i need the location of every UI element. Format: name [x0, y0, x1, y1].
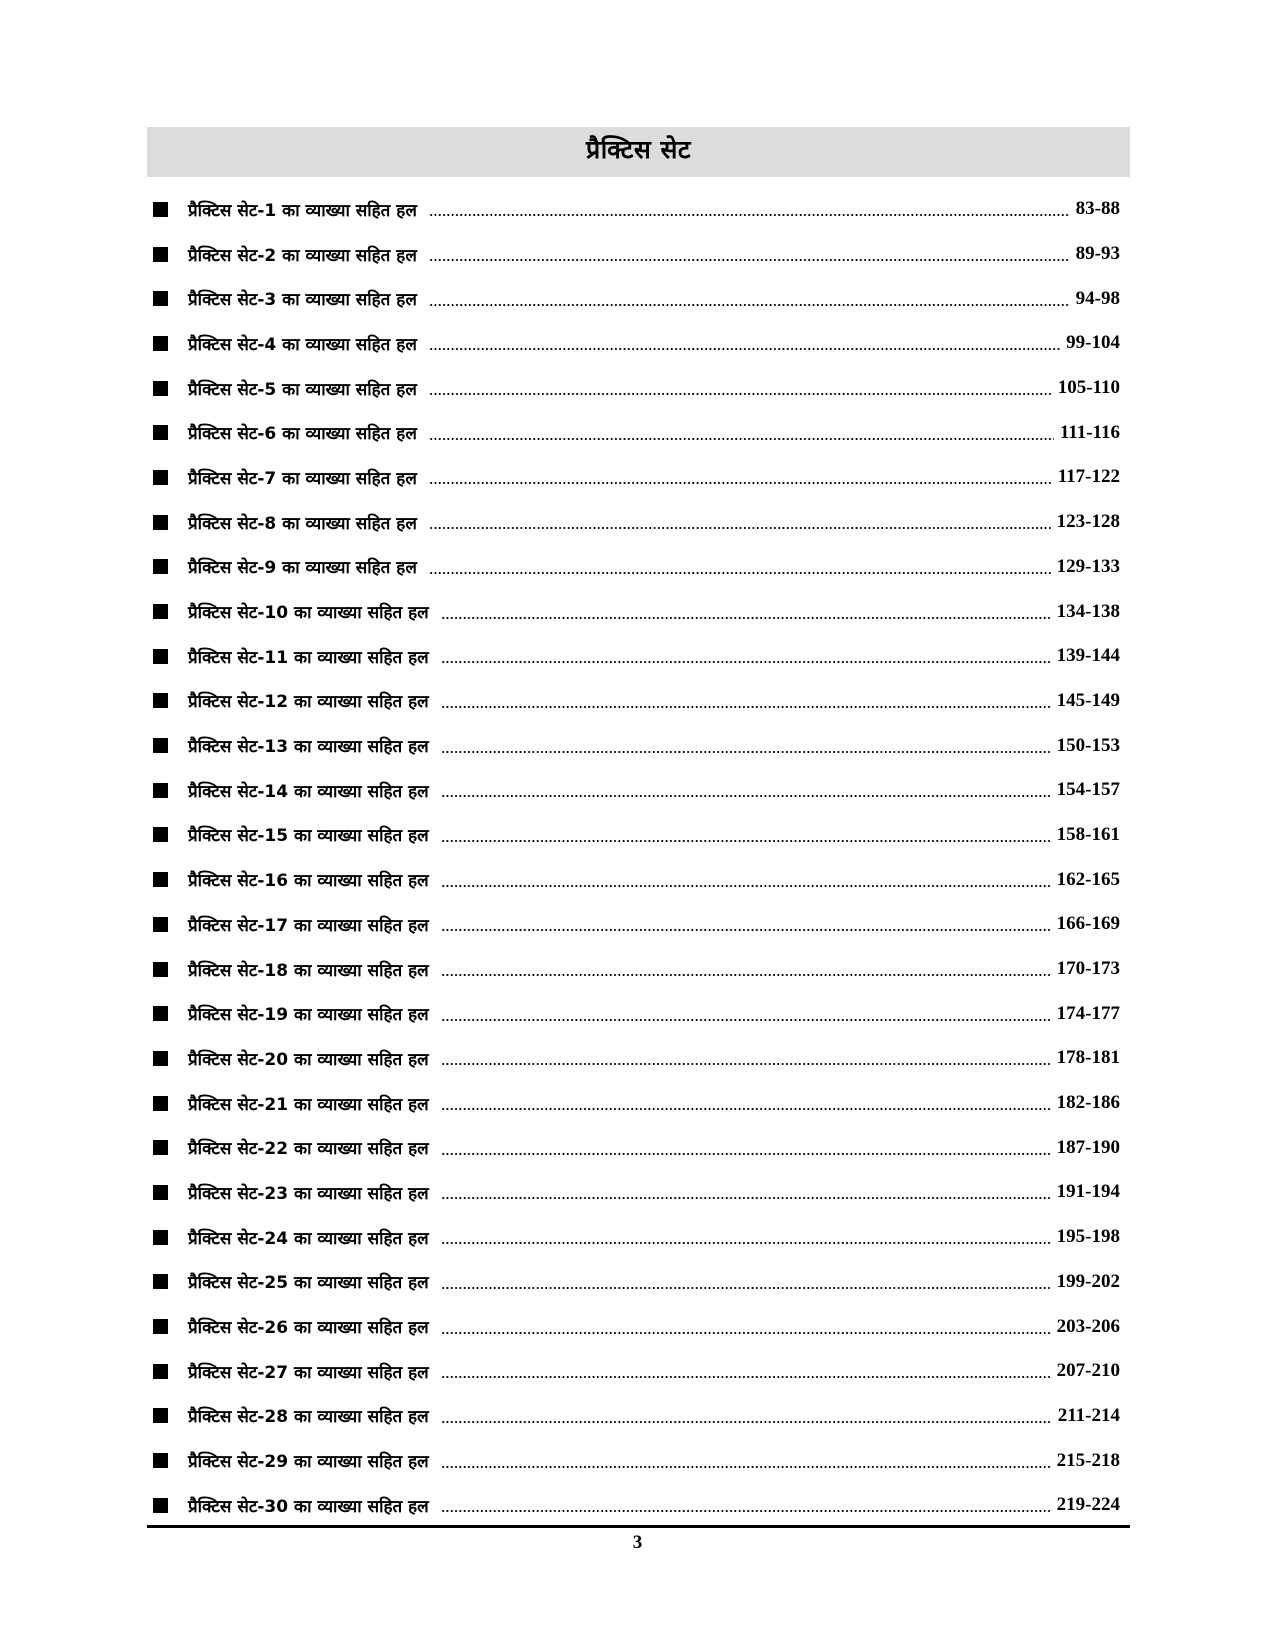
toc-entry-label: प्रैक्टिस सेट-26 का व्याख्या सहित हल	[188, 1318, 429, 1339]
square-bullet-icon	[153, 693, 168, 708]
toc-entry[interactable]	[147, 1304, 1130, 1349]
square-bullet-icon	[153, 1006, 168, 1021]
footer-divider	[147, 1525, 1130, 1528]
toc-entry-page-range: 154-157	[1056, 779, 1120, 801]
toc-entry-label: प्रैक्टिस सेट-16 का व्याख्या सहित हल	[188, 871, 429, 892]
toc-entry-label: प्रैक्टिस सेट-28 का व्याख्या सहित हल	[188, 1407, 429, 1428]
dot-leader	[441, 1242, 1051, 1244]
square-bullet-icon	[153, 202, 168, 217]
toc-entry[interactable]	[147, 768, 1130, 813]
toc-entry-page-range: 191-194	[1056, 1181, 1120, 1203]
page-number: 3	[632, 1532, 643, 1553]
square-bullet-icon	[153, 872, 168, 887]
toc-entry-label: प्रैक्टिस सेट-13 का व्याख्या सहित हल	[188, 737, 429, 758]
dot-leader	[441, 1197, 1051, 1199]
dot-leader	[429, 438, 1054, 440]
dot-leader	[441, 1376, 1051, 1378]
toc-entry-page-range: 162-165	[1056, 868, 1120, 890]
toc-entry[interactable]	[147, 947, 1130, 992]
toc-entry[interactable]	[147, 679, 1130, 724]
toc-entry-label: प्रैक्टिस सेट-25 का व्याख्या सहित हल	[188, 1273, 429, 1294]
toc-entry-page-range: 158-161	[1056, 823, 1120, 845]
dot-leader	[441, 617, 1051, 619]
toc-entry[interactable]	[147, 991, 1130, 1036]
square-bullet-icon	[153, 1274, 168, 1289]
square-bullet-icon	[153, 649, 168, 664]
dot-leader	[429, 214, 1070, 216]
dot-leader	[441, 1287, 1051, 1289]
toc-entry-label: प्रैक्टिस सेट-17 का व्याख्या सहित हल	[188, 915, 429, 936]
square-bullet-icon	[153, 1051, 168, 1066]
toc-entry[interactable]	[147, 500, 1130, 545]
dot-leader	[441, 1108, 1051, 1110]
dot-leader	[429, 527, 1051, 529]
toc-entry-page-range: 111-116	[1059, 421, 1120, 443]
toc-entry-label: प्रैक्टिस सेट-23 का व्याख्या सहित हल	[188, 1183, 429, 1204]
toc-entry-label: प्रैक्टिस सेट-12 का व्याख्या सहित हल	[188, 692, 429, 713]
toc-entry-label: प्रैक्टिस सेट-22 का व्याख्या सहित हल	[188, 1139, 429, 1160]
dot-leader	[441, 795, 1051, 797]
square-bullet-icon	[153, 1364, 168, 1379]
dot-leader	[441, 661, 1051, 663]
square-bullet-icon	[153, 1498, 168, 1513]
toc-entry-page-range: 145-149	[1056, 689, 1120, 711]
dot-leader	[441, 1153, 1051, 1155]
toc-entry[interactable]	[147, 1215, 1130, 1260]
toc-entry[interactable]	[147, 545, 1130, 590]
toc-entry-page-range: 178-181	[1056, 1047, 1120, 1069]
dot-leader	[429, 304, 1070, 306]
toc-entry-page-range: 174-177	[1056, 1002, 1120, 1024]
square-bullet-icon	[153, 336, 168, 351]
square-bullet-icon	[153, 247, 168, 262]
toc-page	[147, 127, 1130, 1528]
toc-entry-label: प्रैक्टिस सेट-5 का व्याख्या सहित हल	[188, 379, 417, 400]
toc-entry-label: प्रैक्टिस सेट-14 का व्याख्या सहित हल	[188, 781, 429, 802]
toc-entry-page-range: 170-173	[1056, 958, 1120, 980]
toc-entry-label: प्रैक्टिस सेट-10 का व्याख्या सहित हल	[188, 603, 429, 624]
toc-entry-page-range: 123-128	[1056, 511, 1120, 533]
toc-entry[interactable]	[147, 321, 1130, 366]
toc-entry-page-range: 211-214	[1057, 1404, 1120, 1426]
toc-entry[interactable]	[147, 232, 1130, 277]
toc-entry-label: प्रैक्टिस सेट-8 का व्याख्या सहित हल	[188, 513, 417, 534]
toc-entry[interactable]	[147, 410, 1130, 455]
toc-entry[interactable]	[147, 723, 1130, 768]
toc-entry-page-range: 105-110	[1057, 377, 1120, 399]
dot-leader	[429, 348, 1060, 350]
dot-leader	[441, 1466, 1051, 1468]
toc-entry-page-range: 134-138	[1056, 600, 1120, 622]
toc-entry-label: प्रैक्टिस सेट-20 का व्याख्या सहित हल	[188, 1049, 429, 1070]
section-header	[147, 127, 1130, 177]
dot-leader	[441, 974, 1051, 976]
toc-entry-label: प्रैक्टिस सेट-24 का व्याख्या सहित हल	[188, 1228, 429, 1249]
toc-entry-page-range: 182-186	[1056, 1092, 1120, 1114]
toc-entry-label: प्रैक्टिस सेट-19 का व्याख्या सहित हल	[188, 1005, 429, 1026]
toc-entry-page-range: 89-93	[1075, 243, 1120, 265]
square-bullet-icon	[153, 827, 168, 842]
toc-entry[interactable]	[147, 1081, 1130, 1126]
toc-entry-page-range: 203-206	[1056, 1315, 1120, 1337]
toc-entry[interactable]	[147, 1438, 1130, 1483]
square-bullet-icon	[153, 1140, 168, 1155]
dot-leader	[441, 1063, 1051, 1065]
toc-entry[interactable]	[147, 902, 1130, 947]
toc-entry-page-range: 83-88	[1075, 198, 1120, 220]
toc-entry[interactable]	[147, 857, 1130, 902]
toc-entry-label: प्रैक्टिस सेट-30 का व्याख्या सहित हल	[188, 1496, 429, 1517]
dot-leader	[441, 929, 1051, 931]
square-bullet-icon	[153, 515, 168, 530]
toc-entry-page-range: 195-198	[1056, 1226, 1120, 1248]
toc-entry-label: प्रैक्टिस सेट-27 का व्याख्या सहित हल	[188, 1362, 429, 1383]
square-bullet-icon	[153, 425, 168, 440]
dot-leader	[441, 706, 1051, 708]
toc-entry[interactable]	[147, 276, 1130, 321]
dot-leader	[441, 1510, 1051, 1512]
toc-entry-page-range: 139-144	[1056, 645, 1120, 667]
toc-entry-page-range: 94-98	[1075, 287, 1120, 309]
toc-entry-label: प्रैक्टिस सेट-3 का व्याख्या सहित हल	[188, 290, 417, 311]
square-bullet-icon	[153, 1185, 168, 1200]
toc-entry-page-range: 219-224	[1056, 1494, 1120, 1516]
toc-entry[interactable]	[147, 1036, 1130, 1081]
dot-leader	[441, 885, 1051, 887]
toc-entry-label: प्रैक्टिस सेट-6 का व्याख्या सहित हल	[188, 424, 417, 445]
toc-entry[interactable]	[147, 1349, 1130, 1394]
square-bullet-icon	[153, 604, 168, 619]
toc-entry-label: प्रैक्टिस सेट-7 का व्याख्या सहित हल	[188, 468, 417, 489]
toc-entry[interactable]	[147, 813, 1130, 858]
square-bullet-icon	[153, 1319, 168, 1334]
square-bullet-icon	[153, 381, 168, 396]
toc-entry[interactable]	[147, 1125, 1130, 1170]
toc-entry-page-range: 187-190	[1056, 1136, 1120, 1158]
toc-entry-label: प्रैक्टिस सेट-1 का व्याख्या सहित हल	[188, 200, 417, 221]
toc-entry-label: प्रैक्टिस सेट-4 का व्याख्या सहित हल	[188, 334, 417, 355]
toc-entry-page-range: 150-153	[1056, 734, 1120, 756]
toc-entry-label: प्रैक्टिस सेट-15 का व्याख्या सहित हल	[188, 826, 429, 847]
square-bullet-icon	[153, 559, 168, 574]
toc-entry-label: प्रैक्टिस सेट-9 का व्याख्या सहित हल	[188, 558, 417, 579]
dot-leader	[441, 751, 1051, 753]
toc-entry-page-range: 199-202	[1056, 1270, 1120, 1292]
square-bullet-icon	[153, 1408, 168, 1423]
square-bullet-icon	[153, 1230, 168, 1245]
dot-leader	[429, 572, 1051, 574]
dot-leader	[429, 482, 1052, 484]
toc-entry[interactable]	[147, 455, 1130, 500]
square-bullet-icon	[153, 470, 168, 485]
toc-entry[interactable]	[147, 366, 1130, 411]
toc-entry[interactable]	[147, 1170, 1130, 1215]
toc-entry-page-range: 99-104	[1066, 332, 1120, 354]
dot-leader	[429, 259, 1070, 261]
dot-leader	[429, 393, 1052, 395]
square-bullet-icon	[153, 291, 168, 306]
dot-leader	[441, 840, 1051, 842]
square-bullet-icon	[153, 738, 168, 753]
toc-entry[interactable]	[147, 634, 1130, 679]
toc-entry-label: प्रैक्टिस सेट-21 का व्याख्या सहित हल	[188, 1094, 429, 1115]
toc-entry-page-range: 129-133	[1056, 555, 1120, 577]
toc-entry-page-range: 207-210	[1056, 1360, 1120, 1382]
toc-entry-label: प्रैक्टिस सेट-18 का व्याख्या सहित हल	[188, 960, 429, 981]
toc-list	[147, 187, 1130, 1528]
section-title: प्रैक्टिस सेट	[585, 135, 692, 164]
toc-entry[interactable]	[147, 1394, 1130, 1439]
toc-entry-label: प्रैक्टिस सेट-29 का व्याख्या सहित हल	[188, 1452, 429, 1473]
dot-leader	[441, 1332, 1051, 1334]
dot-leader	[441, 1019, 1051, 1021]
toc-entry-page-range: 117-122	[1057, 466, 1120, 488]
toc-entry-label: प्रैक्टिस सेट-2 का व्याख्या सहित हल	[188, 245, 417, 266]
toc-entry[interactable]	[147, 187, 1130, 232]
toc-entry[interactable]	[147, 1483, 1130, 1528]
square-bullet-icon	[153, 917, 168, 932]
square-bullet-icon	[153, 962, 168, 977]
square-bullet-icon	[153, 1096, 168, 1111]
toc-entry[interactable]	[147, 1260, 1130, 1305]
square-bullet-icon	[153, 1453, 168, 1468]
square-bullet-icon	[153, 783, 168, 798]
toc-entry[interactable]	[147, 589, 1130, 634]
toc-entry-page-range: 215-218	[1056, 1449, 1120, 1471]
toc-entry-page-range: 166-169	[1056, 913, 1120, 935]
toc-entry-label: प्रैक्टिस सेट-11 का व्याख्या सहित हल	[188, 647, 429, 668]
dot-leader	[441, 1421, 1052, 1423]
